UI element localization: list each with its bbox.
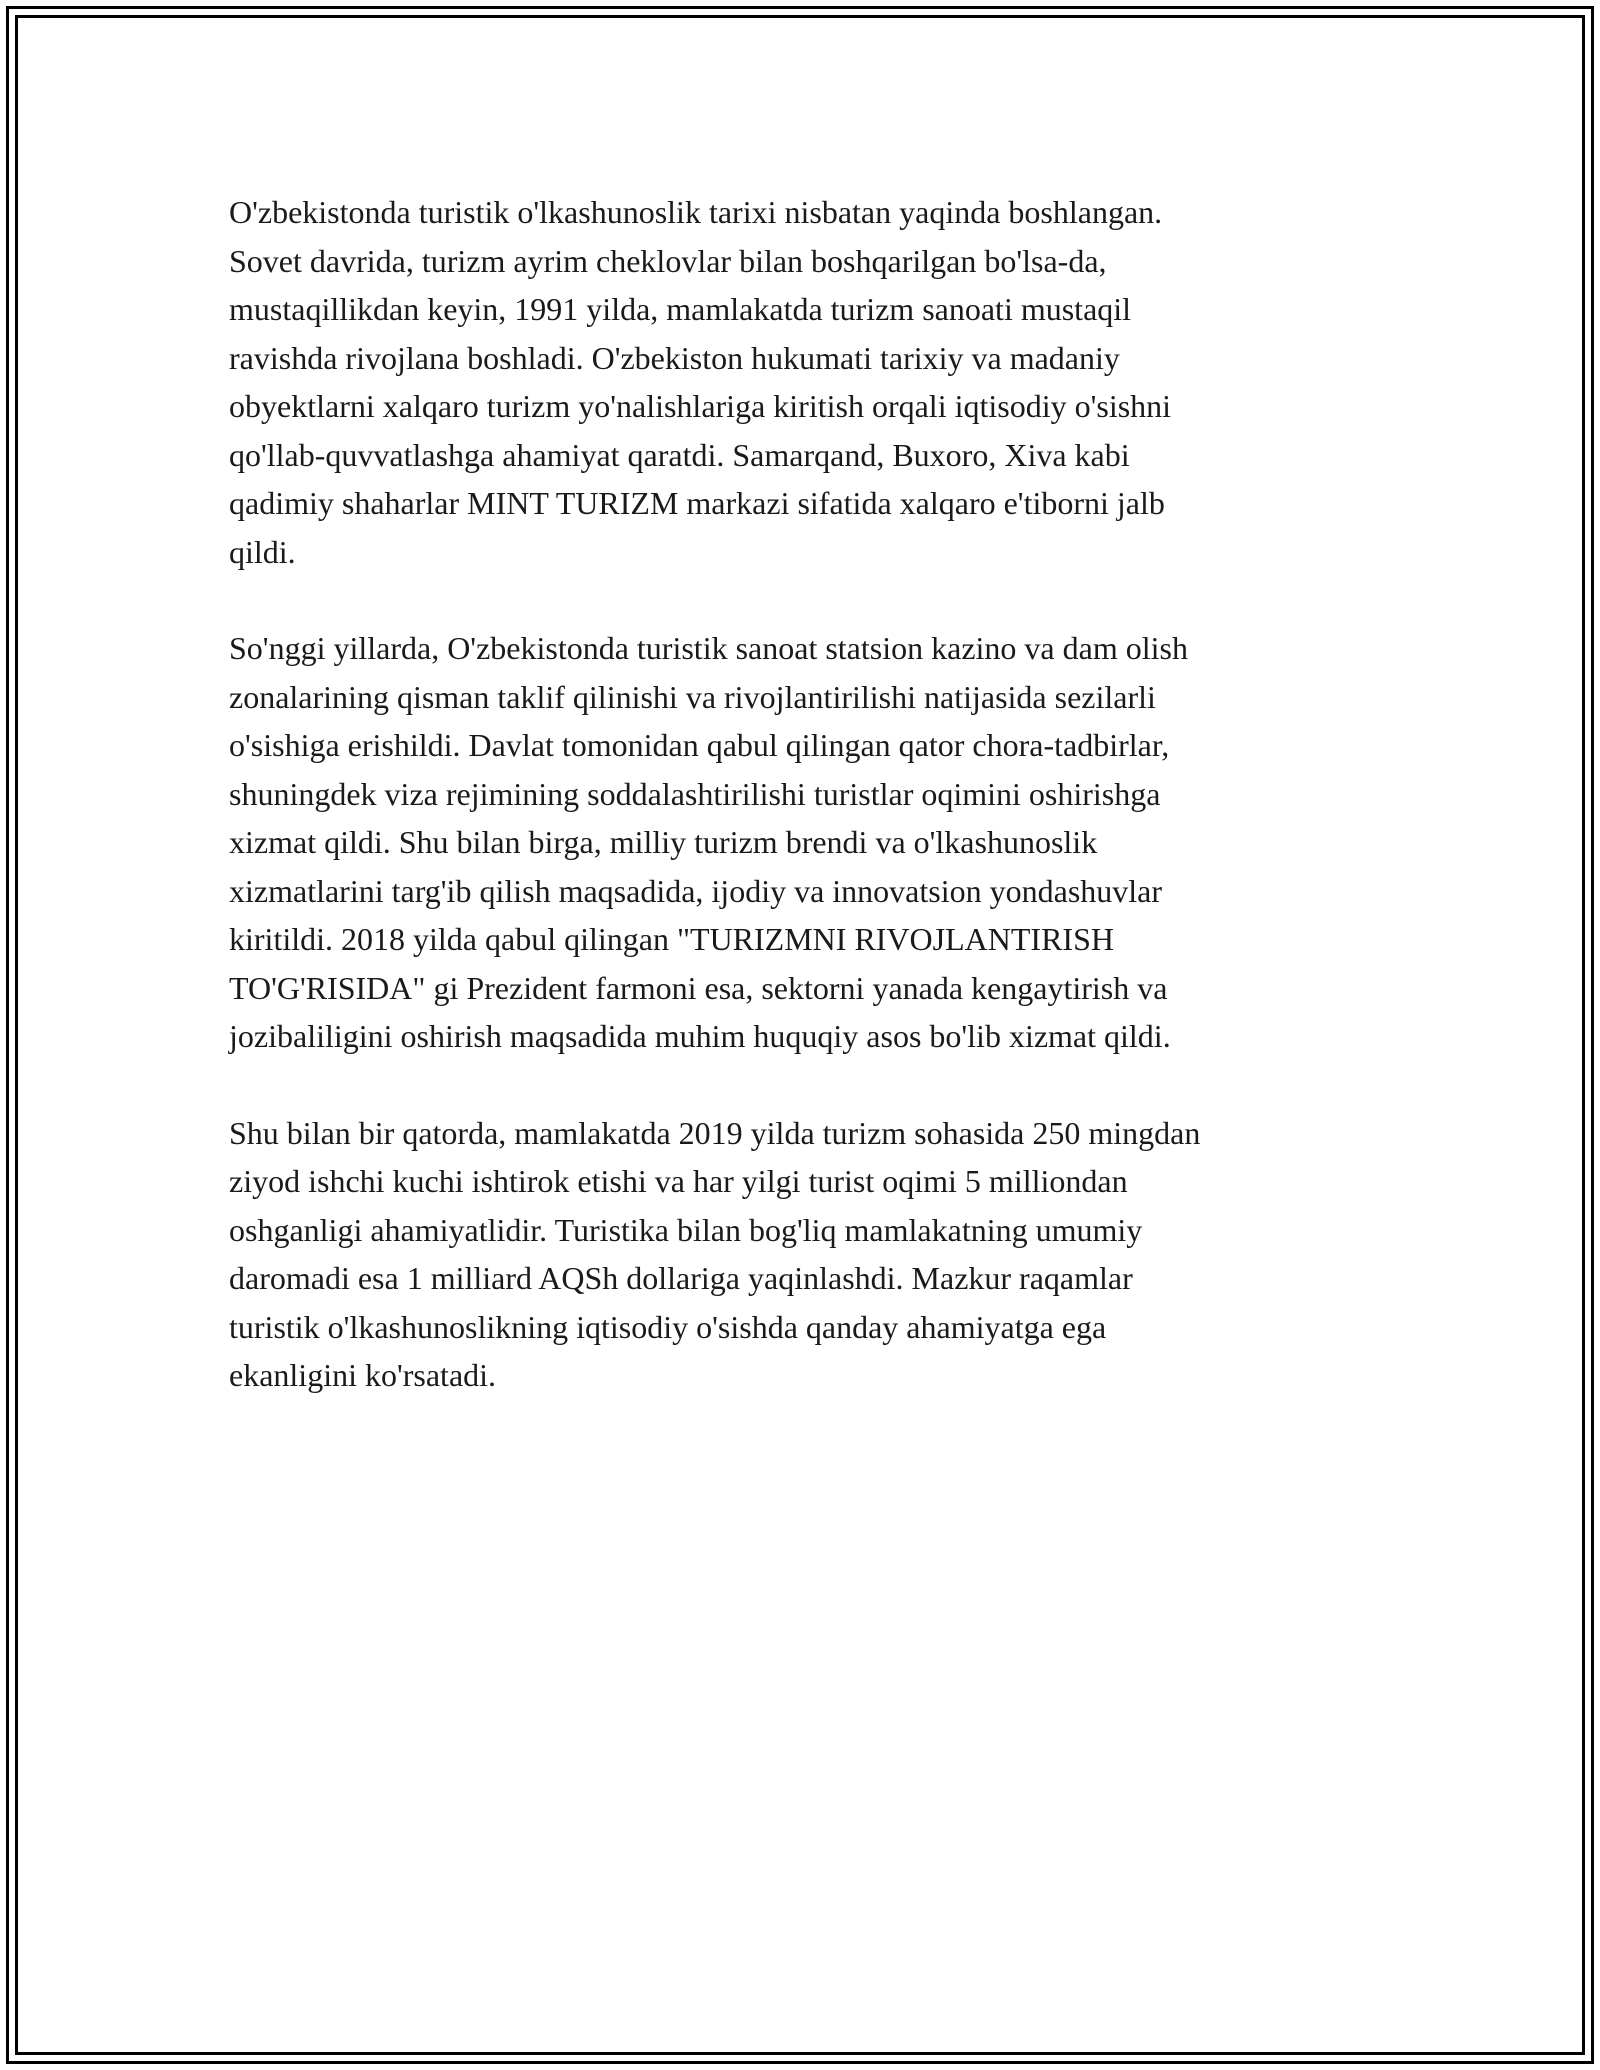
paragraph-1: O'zbekistonda turistik o'lkashunoslik tarixi nisbatan yaqinda boshlangan. Sovet davrida, turizm ayrim cheklovlar bilan boshqarilgan bo'lsa-da, mustaqillikdan keyin, 1991 yilda, mamlakatda turizm sanoati mustaqil ravishda rivojlana boshladi. O'zbekiston hukumati tarixiy va madaniy obyektlarni xalqaro turizm yo'nalishlariga kiritish orqali iqtisodiy o'sishni qo'llab-quvvatlashga ahamiyat qaratdi. Samarqand, Buxoro, Xiva kabi qadimiy shaharlar MINT TURIZM markazi sifatida xalqaro e'tiborni jalb qildi. (229, 194, 1172, 570)
paragraph-2: So'nggi yillarda, O'zbekistonda turistik sanoat statsion kazino va dam olish zonalarining qisman taklif qilinishi va rivojlantirilishi natijasida sezilarli o'sishiga erishildi. Davlat tomonidan qabul qilingan qator chora-tadbirlar, shuningdek viza rejimining soddalashtirilishi turistlar oqimini oshirishga xizmat qildi. Shu bilan birga, milliy turizm brendi va o'lkashunoslik xizmatlarini targ'ib qilish maqsadida, ijodiy va innovatsion yondashuvlar kiritildi. 2018 yilda qabul qilingan "TURIZMNI RIVOJLANTIRISH TO'G'RISIDA" gi Prezident farmoni esa, sektorni yanada kengaytirish va jozibaliligini oshirish maqsadida muhim huquqiy asos bo'lib xizmat qildi. (229, 630, 1188, 1054)
document-body (229, 188, 1379, 1448)
paragraph-3: Shu bilan bir qatorda, mamlakatda 2019 yilda turizm sohasida 250 mingdan ziyod ishchi kuchi ishtirok etishi va har yilgi turist oqimi 5 milliondan oshganligi ahamiyatlidir. Turistika bilan bog'liq mamlakatning umumiy daromadi esa 1 milliard AQSh dollariga yaqinlashdi. Mazkur raqamlar turistik o'lkashunoslikning iqtisodiy o'sishda qanday ahamiyatga ega ekanligini ko'rsatadi. (229, 1114, 1201, 1393)
